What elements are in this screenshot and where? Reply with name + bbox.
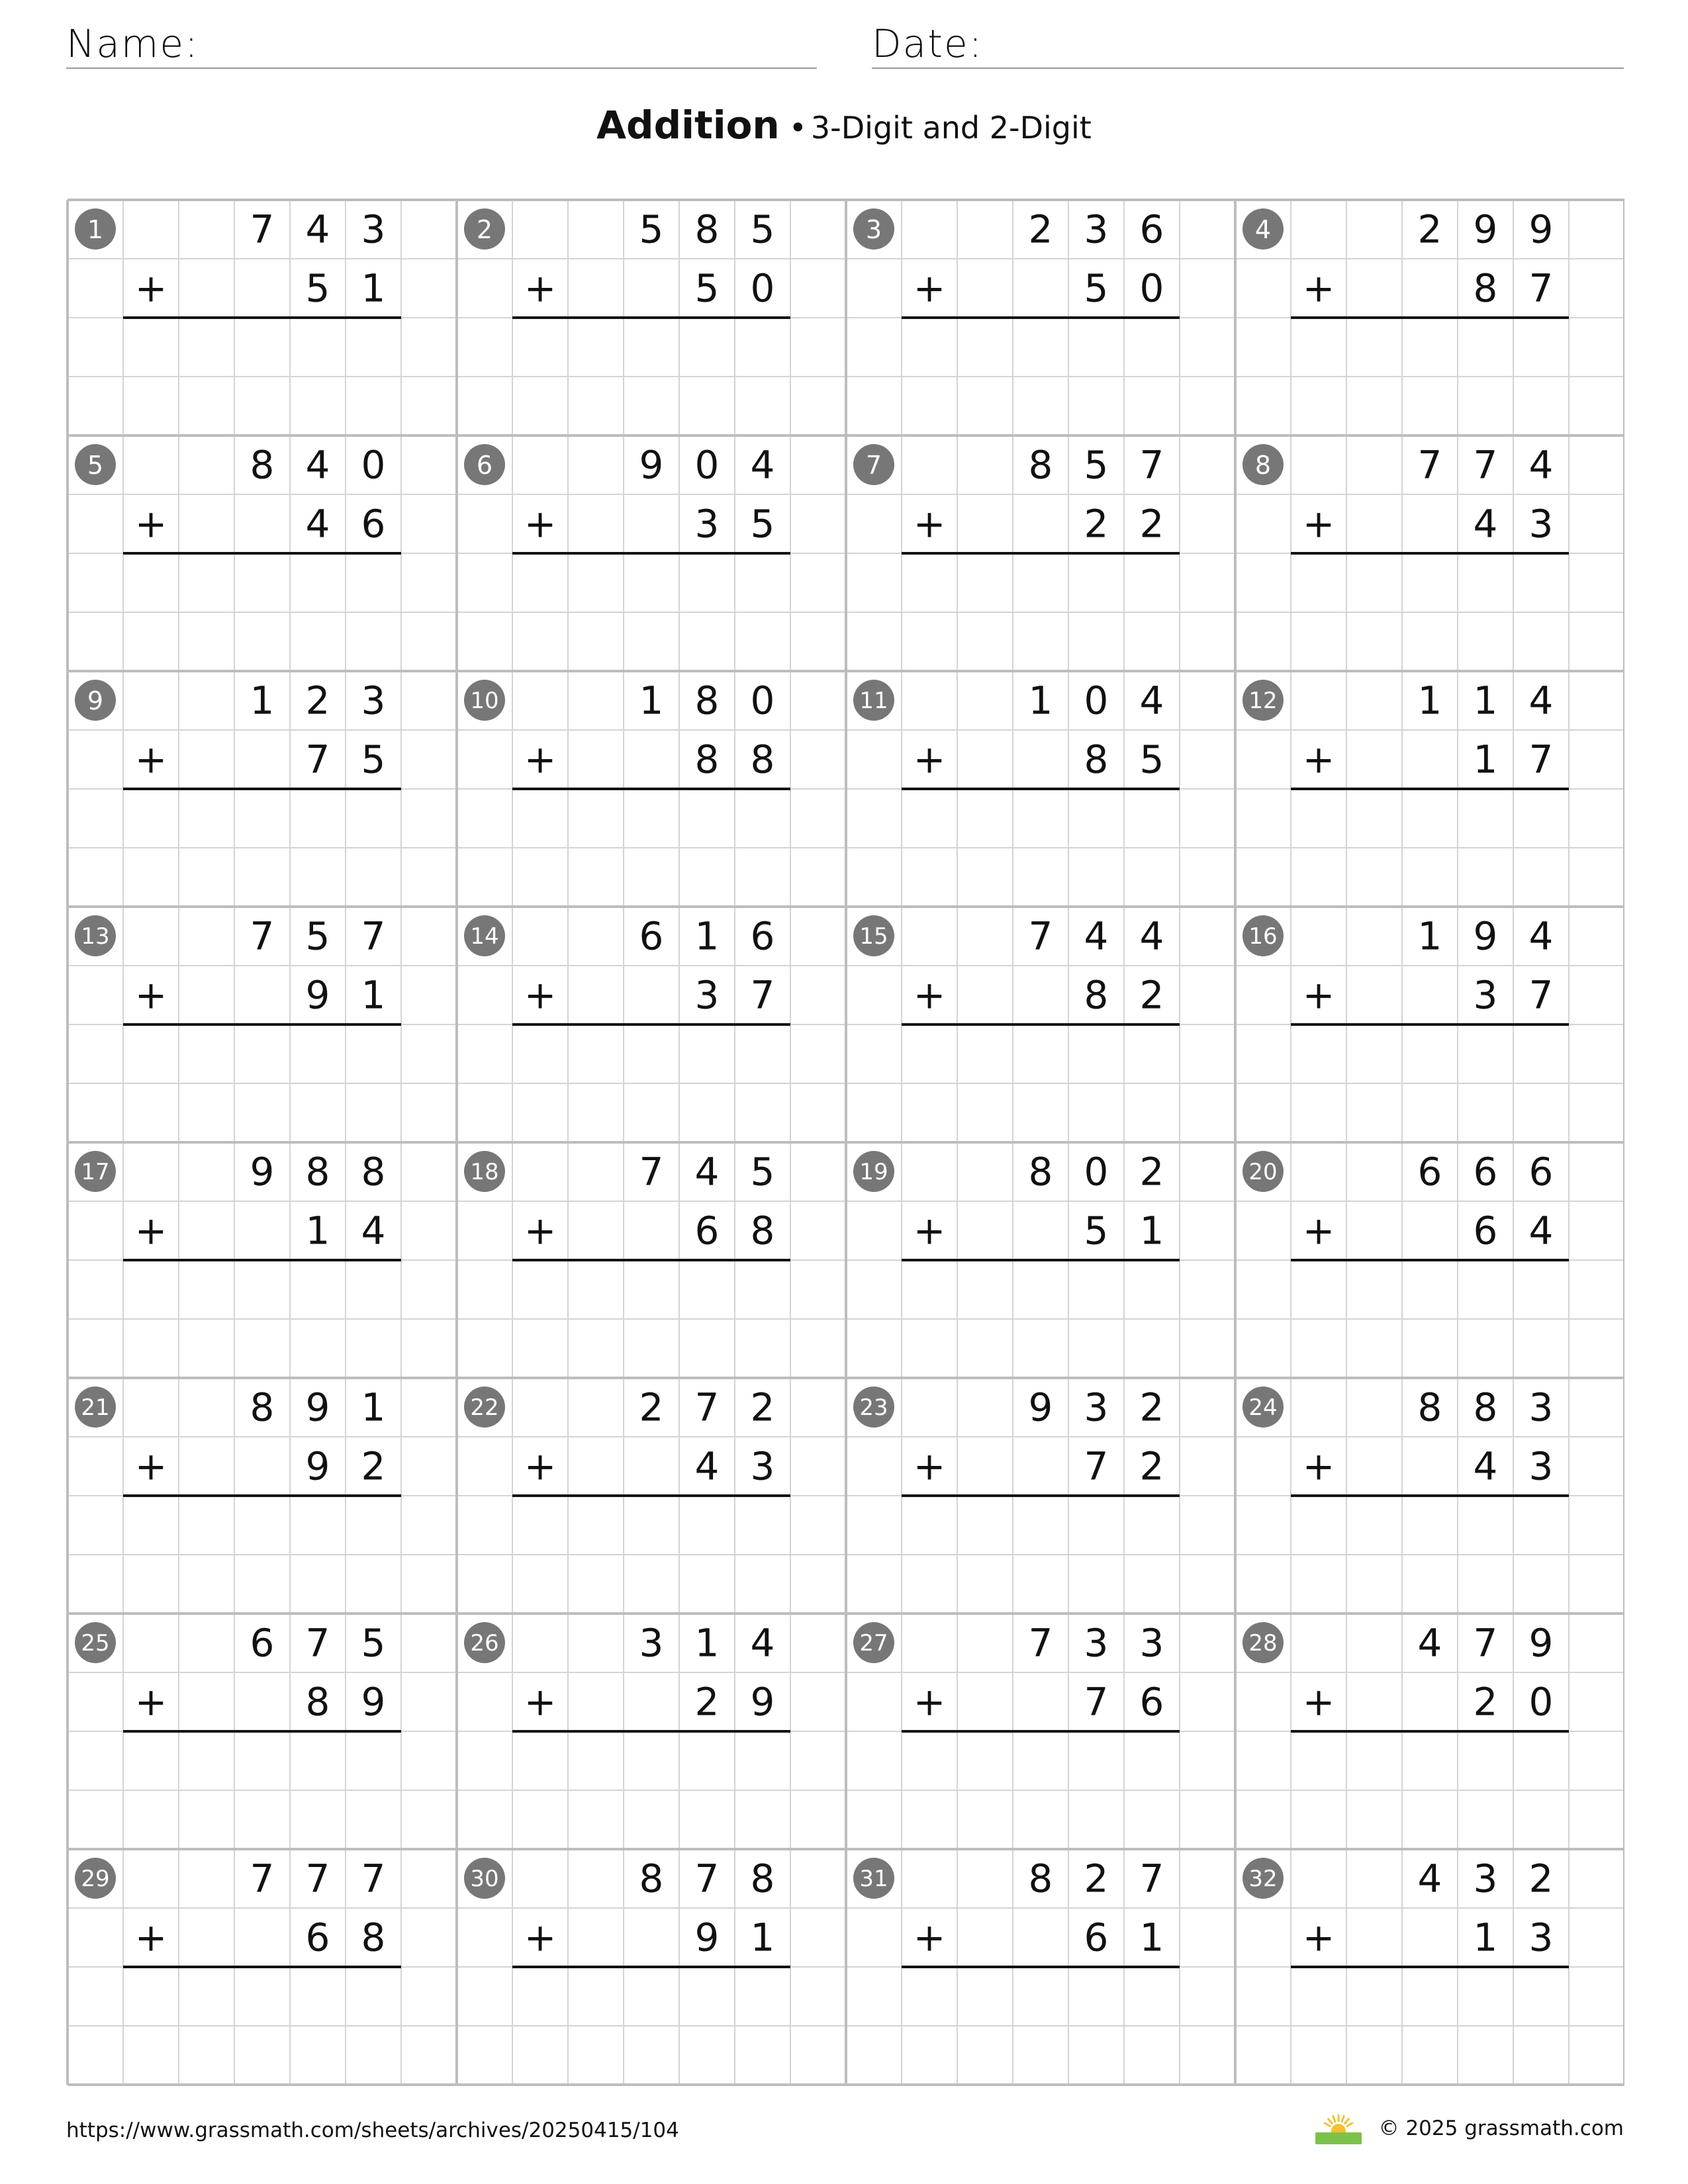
top-digit: 0 (750, 678, 775, 723)
top-digit: 2 (1528, 1856, 1554, 1901)
top-digit: 3 (1473, 1856, 1498, 1901)
bottom-digit: 6 (694, 1208, 720, 1253)
problem-number: 30 (470, 1866, 499, 1892)
top-digit: 2 (1139, 1149, 1164, 1195)
bottom-digit: 7 (1084, 1679, 1109, 1725)
top-digit: 4 (305, 206, 330, 252)
plus-sign: + (524, 1208, 557, 1253)
bottom-digit: 2 (1139, 972, 1164, 1018)
bottom-digit: 8 (1084, 737, 1109, 782)
top-digit: 4 (1528, 678, 1554, 723)
top-digit: 9 (639, 442, 664, 488)
plus-sign: + (524, 737, 557, 782)
bottom-digit: 8 (1473, 265, 1498, 311)
bottom-digit: 1 (1139, 1208, 1164, 1253)
bottom-digit: 1 (750, 1915, 775, 1960)
sun-ray (1344, 2119, 1348, 2124)
top-digit: 1 (1417, 678, 1442, 723)
top-digit: 4 (305, 442, 330, 488)
top-digit: 8 (305, 1149, 330, 1195)
top-digit: 7 (250, 1856, 275, 1901)
top-digit: 4 (694, 1149, 720, 1195)
top-digit: 8 (1028, 1149, 1053, 1195)
bottom-digit: 7 (1528, 737, 1554, 782)
top-digit: 7 (694, 1856, 720, 1901)
top-digit: 8 (694, 678, 720, 723)
plus-sign: + (134, 1915, 167, 1960)
sun-ray (1333, 2116, 1335, 2121)
sun-ray (1342, 2116, 1344, 2121)
problem-number: 2 (476, 215, 493, 244)
top-digit: 1 (1473, 678, 1498, 723)
bottom-digit: 4 (1528, 1208, 1554, 1253)
top-digit: 4 (1139, 678, 1164, 723)
top-digit: 0 (361, 442, 386, 488)
plus-sign: + (913, 972, 946, 1018)
top-digit: 7 (1139, 1856, 1164, 1901)
problem-number: 13 (81, 923, 110, 950)
top-digit: 7 (1473, 1620, 1498, 1666)
bottom-digit: 7 (1528, 972, 1554, 1018)
top-digit: 8 (750, 1856, 775, 1901)
bottom-digit: 5 (1084, 1208, 1109, 1253)
bottom-digit: 9 (694, 1915, 720, 1960)
bottom-digit: 2 (1084, 501, 1109, 547)
problem-number: 18 (470, 1159, 499, 1185)
bottom-digit: 5 (305, 265, 330, 311)
problem-number: 9 (87, 686, 104, 715)
bottom-digit: 8 (694, 737, 720, 782)
name-field[interactable] (66, 20, 817, 69)
problem-number: 12 (1248, 688, 1278, 714)
plus-sign: + (524, 972, 557, 1018)
bottom-digit: 1 (361, 972, 386, 1018)
top-digit: 8 (1473, 1385, 1498, 1430)
problem-number: 19 (859, 1159, 888, 1185)
plus-sign: + (913, 1208, 946, 1253)
bottom-digit: 3 (694, 972, 720, 1018)
top-digit: 1 (1417, 913, 1442, 959)
problem-number: 15 (859, 923, 888, 950)
top-digit: 6 (1528, 1149, 1554, 1195)
top-digit: 7 (1473, 442, 1498, 488)
plus-sign: + (913, 1443, 946, 1489)
problem-number: 11 (859, 688, 888, 714)
problem-number: 23 (859, 1394, 888, 1421)
top-digit: 4 (1528, 913, 1554, 959)
bottom-digit: 8 (1084, 972, 1109, 1018)
top-digit: 5 (305, 913, 330, 959)
top-digit: 8 (1417, 1385, 1442, 1430)
bottom-digit: 9 (305, 1443, 330, 1489)
top-digit: 6 (1139, 206, 1164, 252)
top-digit: 9 (250, 1149, 275, 1195)
top-digit: 2 (1028, 206, 1053, 252)
top-digit: 5 (361, 1620, 386, 1666)
bottom-digit: 4 (1473, 501, 1498, 547)
plus-sign: + (913, 1679, 946, 1725)
top-digit: 2 (1417, 206, 1442, 252)
plus-sign: + (524, 265, 557, 311)
top-digit: 9 (305, 1385, 330, 1430)
bottom-digit: 3 (750, 1443, 775, 1489)
problem-number: 4 (1254, 215, 1272, 244)
plus-sign: + (134, 1679, 167, 1725)
bottom-digit: 6 (1084, 1915, 1109, 1960)
top-digit: 3 (1084, 1385, 1109, 1430)
top-digit: 5 (1084, 442, 1109, 488)
problem-number: 25 (81, 1630, 110, 1657)
top-digit: 6 (250, 1620, 275, 1666)
bottom-digit: 2 (1473, 1679, 1498, 1725)
plus-sign: + (1302, 1679, 1335, 1725)
top-digit: 8 (361, 1149, 386, 1195)
top-digit: 7 (1417, 442, 1442, 488)
bottom-digit: 3 (1528, 501, 1554, 547)
top-digit: 2 (639, 1385, 664, 1430)
bottom-digit: 2 (1139, 501, 1164, 547)
top-digit: 3 (1528, 1385, 1554, 1430)
top-digit: 1 (1028, 678, 1053, 723)
plus-sign: + (134, 737, 167, 782)
problem-number: 16 (1248, 923, 1278, 950)
plus-sign: + (524, 1679, 557, 1725)
top-digit: 6 (1417, 1149, 1442, 1195)
top-digit: 7 (639, 1149, 664, 1195)
plus-sign: + (524, 501, 557, 547)
top-digit: 7 (305, 1620, 330, 1666)
plus-sign: + (134, 972, 167, 1018)
problem-number: 26 (470, 1630, 499, 1657)
top-digit: 9 (1473, 206, 1498, 252)
date-field[interactable] (872, 20, 1624, 69)
top-digit: 9 (1528, 1620, 1554, 1666)
bottom-digit: 2 (361, 1443, 386, 1489)
top-digit: 4 (750, 442, 775, 488)
footer-brand (1313, 2110, 1624, 2147)
bottom-digit: 9 (305, 972, 330, 1018)
top-digit: 9 (1473, 913, 1498, 959)
plus-sign: + (913, 265, 946, 311)
top-digit: 7 (250, 913, 275, 959)
top-digit: 4 (1139, 913, 1164, 959)
bottom-digit: 6 (361, 501, 386, 547)
plus-sign: + (1302, 737, 1335, 782)
top-digit: 7 (1139, 442, 1164, 488)
plus-sign: + (1302, 972, 1335, 1018)
top-digit: 9 (1028, 1385, 1053, 1430)
bottom-digit: 4 (694, 1443, 720, 1489)
top-digit: 4 (1084, 913, 1109, 959)
title-main: Addition (596, 103, 780, 148)
top-digit: 4 (750, 1620, 775, 1666)
top-digit: 8 (1028, 1856, 1053, 1901)
sun-ray (1325, 2123, 1330, 2126)
problem-number: 22 (470, 1394, 499, 1421)
plus-sign: + (1302, 1915, 1335, 1960)
top-digit: 3 (1084, 1620, 1109, 1666)
problem-number: 21 (81, 1394, 110, 1421)
bottom-digit: 5 (361, 737, 386, 782)
plus-sign: + (134, 1443, 167, 1489)
top-digit: 1 (694, 1620, 720, 1666)
bottom-digit: 1 (361, 265, 386, 311)
sun-over-grass-icon (1313, 2111, 1364, 2146)
problem-number: 31 (859, 1866, 888, 1892)
problem-number: 14 (470, 923, 499, 950)
bottom-digit: 0 (1528, 1679, 1554, 1725)
bottom-digit: 4 (1473, 1443, 1498, 1489)
top-digit: 1 (694, 913, 720, 959)
top-digit: 7 (305, 1856, 330, 1901)
footer-url: https://www.grassmath.com/sheets/archives/20250415/104 (66, 2118, 679, 2142)
bottom-digit: 5 (1084, 265, 1109, 311)
bottom-digit: 8 (361, 1915, 386, 1960)
problem-grid-svg (66, 199, 1624, 2087)
top-digit: 2 (1084, 1856, 1109, 1901)
top-digit: 7 (250, 206, 275, 252)
bottom-digit: 3 (694, 501, 720, 547)
top-digit: 5 (750, 1149, 775, 1195)
bottom-digit: 8 (750, 737, 775, 782)
bottom-digit: 1 (305, 1208, 330, 1253)
top-digit: 4 (1528, 442, 1554, 488)
date-label: Date: (872, 21, 984, 66)
top-digit: 8 (1028, 442, 1053, 488)
bottom-digit: 0 (1139, 265, 1164, 311)
problem-number: 32 (1248, 1866, 1278, 1892)
bottom-digit: 1 (1473, 737, 1498, 782)
top-digit: 2 (305, 678, 330, 723)
top-digit: 3 (361, 678, 386, 723)
footer-copyright: © 2025 grassmath.com (1378, 2116, 1624, 2140)
name-label: Name: (66, 21, 199, 66)
top-digit: 5 (750, 206, 775, 252)
plus-sign: + (1302, 1208, 1335, 1253)
bottom-digit: 2 (694, 1679, 720, 1725)
top-digit: 8 (694, 206, 720, 252)
top-digit: 8 (639, 1856, 664, 1901)
plus-sign: + (913, 501, 946, 547)
bottom-digit: 9 (361, 1679, 386, 1725)
bottom-digit: 6 (1473, 1208, 1498, 1253)
problem-number: 5 (87, 451, 104, 480)
top-digit: 7 (361, 1856, 386, 1901)
problem-number: 8 (1254, 451, 1272, 480)
problem-number: 10 (470, 688, 499, 714)
top-digit: 6 (1473, 1149, 1498, 1195)
top-digit: 8 (250, 442, 275, 488)
plus-sign: + (913, 1915, 946, 1960)
problem-number: 20 (1248, 1159, 1278, 1185)
problem-number: 3 (865, 215, 882, 244)
top-digit: 2 (1139, 1385, 1164, 1430)
worksheet-title (0, 103, 1688, 148)
bottom-digit: 1 (1473, 1915, 1498, 1960)
top-digit: 1 (250, 678, 275, 723)
top-digit: 3 (639, 1620, 664, 1666)
bottom-digit: 2 (1139, 1443, 1164, 1489)
problem-number: 7 (865, 451, 882, 480)
plus-sign: + (1302, 1443, 1335, 1489)
plus-sign: + (134, 1208, 167, 1253)
top-digit: 7 (361, 913, 386, 959)
top-digit: 6 (750, 913, 775, 959)
top-digit: 0 (1084, 678, 1109, 723)
top-digit: 0 (1084, 1149, 1109, 1195)
problem-number: 1 (87, 215, 104, 244)
bottom-digit: 3 (1528, 1443, 1554, 1489)
bottom-digit: 0 (750, 265, 775, 311)
plus-sign: + (913, 737, 946, 782)
top-digit: 9 (1528, 206, 1554, 252)
problem-number: 17 (81, 1159, 110, 1185)
title-separator: • (788, 110, 807, 146)
bottom-digit: 8 (305, 1679, 330, 1725)
title-subtitle: 3-Digit and 2-Digit (810, 110, 1092, 146)
top-digit: 7 (1028, 913, 1053, 959)
top-digit: 1 (639, 678, 664, 723)
top-digit: 7 (694, 1385, 720, 1430)
top-digit: 4 (1417, 1620, 1442, 1666)
problem-number: 6 (476, 451, 493, 480)
problem-number: 28 (1248, 1630, 1278, 1657)
problem-number: 27 (859, 1630, 888, 1657)
bottom-digit: 5 (1139, 737, 1164, 782)
top-digit: 5 (639, 206, 664, 252)
bottom-digit: 7 (1084, 1443, 1109, 1489)
top-digit: 6 (639, 913, 664, 959)
bottom-digit: 4 (305, 501, 330, 547)
problem-number: 29 (81, 1866, 110, 1892)
top-digit: 0 (694, 442, 720, 488)
bottom-digit: 7 (1528, 265, 1554, 311)
bottom-digit: 6 (1139, 1679, 1164, 1725)
plus-sign: + (1302, 265, 1335, 311)
plus-sign: + (1302, 501, 1335, 547)
plus-sign: + (134, 265, 167, 311)
top-digit: 3 (361, 206, 386, 252)
top-digit: 3 (1084, 206, 1109, 252)
plus-sign: + (524, 1915, 557, 1960)
bottom-digit: 8 (750, 1208, 775, 1253)
bottom-digit: 5 (694, 265, 720, 311)
top-digit: 8 (250, 1385, 275, 1430)
problem-grid (66, 199, 1624, 2087)
top-digit: 2 (750, 1385, 775, 1430)
bottom-digit: 1 (1139, 1915, 1164, 1960)
bottom-digit: 3 (1528, 1915, 1554, 1960)
top-digit: 7 (1028, 1620, 1053, 1666)
bottom-digit: 3 (1473, 972, 1498, 1018)
plus-sign: + (524, 1443, 557, 1489)
bottom-digit: 4 (361, 1208, 386, 1253)
top-digit: 3 (1139, 1620, 1164, 1666)
top-digit: 1 (361, 1385, 386, 1430)
sun-ray (1347, 2123, 1352, 2126)
bottom-digit: 9 (750, 1679, 775, 1725)
bottom-digit: 6 (305, 1915, 330, 1960)
top-digit: 4 (1417, 1856, 1442, 1901)
sun-ray (1328, 2119, 1332, 2124)
problem-number: 24 (1248, 1394, 1278, 1421)
plus-sign: + (134, 501, 167, 547)
bottom-digit: 7 (750, 972, 775, 1018)
bottom-digit: 7 (305, 737, 330, 782)
bottom-digit: 5 (750, 501, 775, 547)
